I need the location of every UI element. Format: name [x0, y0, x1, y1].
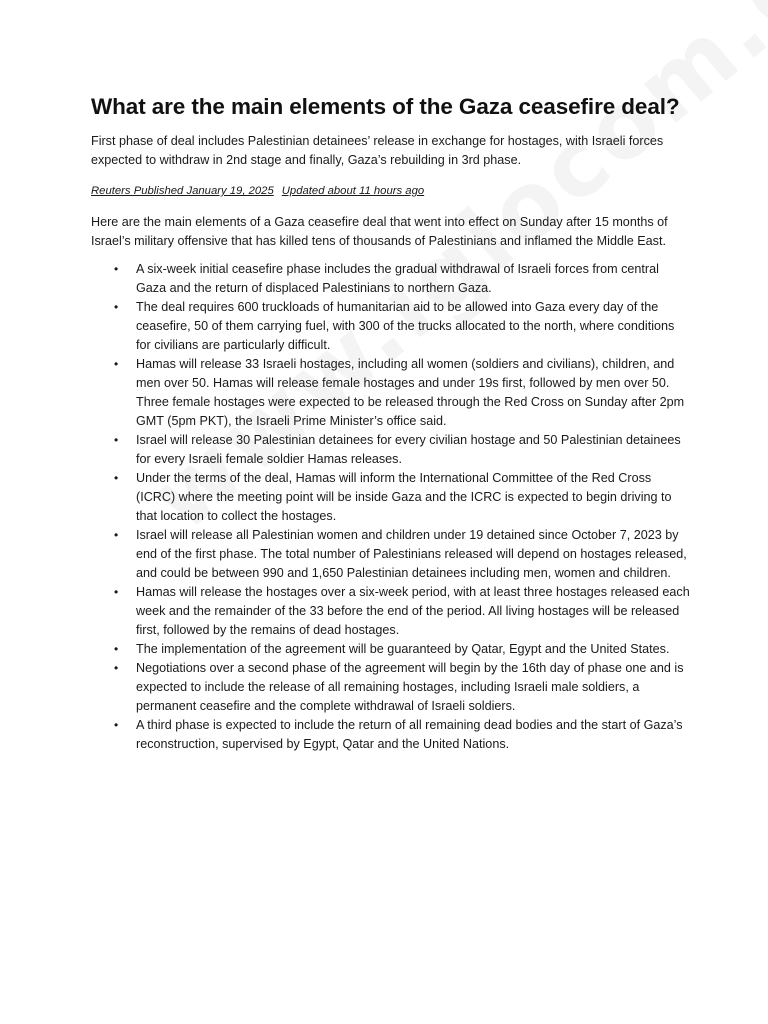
bullet-list — [91, 260, 691, 754]
bullet-text: The deal requires 600 truckloads of humanitarian aid to be allowed into Gaza every day of the ceasefire, 50 of them carrying fuel, with 300 of the trucks allocated to the north, where conditions for civilians are particularly difficult. — [136, 300, 675, 352]
bullet-item — [91, 716, 691, 754]
bullet-text: A six-week initial ceasefire phase includes the gradual withdrawal of Israeli forces from central Gaza and the return of displaced Palestinians to northern Gaza. — [136, 262, 659, 295]
bullet-icon: • — [114, 585, 119, 599]
bullet-icon: • — [114, 433, 119, 447]
bullet-text: Israel will release all Palestinian women and children under 19 detained since October 7, 2023 by end of the first phase. The total number of Palestinians released will depend on hostages released, and could be between 990 and 1,650 Palestinian detainees including men, women and children. — [136, 528, 687, 580]
bullet-icon: • — [114, 300, 119, 314]
bullet-item — [91, 526, 691, 583]
byline-source: Reuters Published January 19, 2025 — [91, 185, 274, 197]
bullet-icon: • — [114, 262, 119, 276]
bullet-text: The implementation of the agreement will be guaranteed by Qatar, Egypt and the United States. — [136, 642, 670, 656]
article-subtitle: First phase of deal includes Palestinian detainees’ release in exchange for hostages, with Israeli forces expected to withdraw in 2nd stage and finally, Gaza’s rebuilding in 3rd phase. — [91, 134, 664, 167]
bullet-icon: • — [114, 718, 119, 732]
bullet-icon: • — [114, 357, 119, 371]
bullet-item — [91, 640, 691, 659]
bullet-text: Israel will release 30 Palestinian detainees for every civilian hostage and 50 Palestinian detainees for every Israeli female soldier Hamas releases. — [136, 433, 681, 466]
bullet-text: A third phase is expected to include the return of all remaining dead bodies and the start of Gaza’s reconstruction, supervised by Egypt, Qatar and the United Nations. — [136, 718, 683, 751]
bullet-item — [91, 355, 691, 431]
bullet-item — [91, 431, 691, 469]
article-title: What are the main elements of the Gaza ceasefire deal? — [91, 94, 680, 119]
bullet-icon: • — [114, 661, 119, 675]
bullet-text: Hamas will release the hostages over a six-week period, with at least three hostages released each week and the remainder of the 33 before the end of the period. All living hostages will be released first, followed by the remains of dead hostages. — [136, 585, 690, 637]
bullet-icon: • — [114, 471, 119, 485]
bullet-item — [91, 298, 691, 355]
byline-updated: Updated about 11 hours ago — [281, 185, 425, 197]
bullet-text: Hamas will release 33 Israeli hostages, including all women (soldiers and civilians), children, and men over 50. Hamas will release female hostages and under 19s first, followed by men over 50. Three female hostages were expected to be released through the Red Cross on Sunday after 2pm GMT (5pm PKT), the Israeli Prime Minister’s office said. — [136, 357, 685, 428]
document-body — [91, 92, 691, 754]
bullet-text: Under the terms of the deal, Hamas will inform the International Committee of the Red Cross (ICRC) where the meeting point will be inside Gaza and the ICRC is expected to begin driving to that location to collect the hostages. — [136, 471, 672, 523]
bullet-icon: • — [114, 642, 119, 656]
bullet-item — [91, 659, 691, 716]
bullet-text: Negotiations over a second phase of the agreement will begin by the 16th day of phase one and is expected to include the release of all remaining hostages, including Israeli male soldiers, a permanent ceasefire and the complete withdrawal of Israeli soldiers. — [136, 661, 684, 713]
bullet-item — [91, 260, 691, 298]
intro-paragraph: Here are the main elements of a Gaza ceasefire deal that went into effect on Sunday after 15 months of Israel’s military offensive that has killed tens of thousands of Palestinians and inflamed the Middle East. — [91, 215, 668, 248]
bullet-item — [91, 469, 691, 526]
byline — [91, 183, 691, 199]
bullet-icon: • — [114, 528, 119, 542]
bullet-item — [91, 583, 691, 640]
